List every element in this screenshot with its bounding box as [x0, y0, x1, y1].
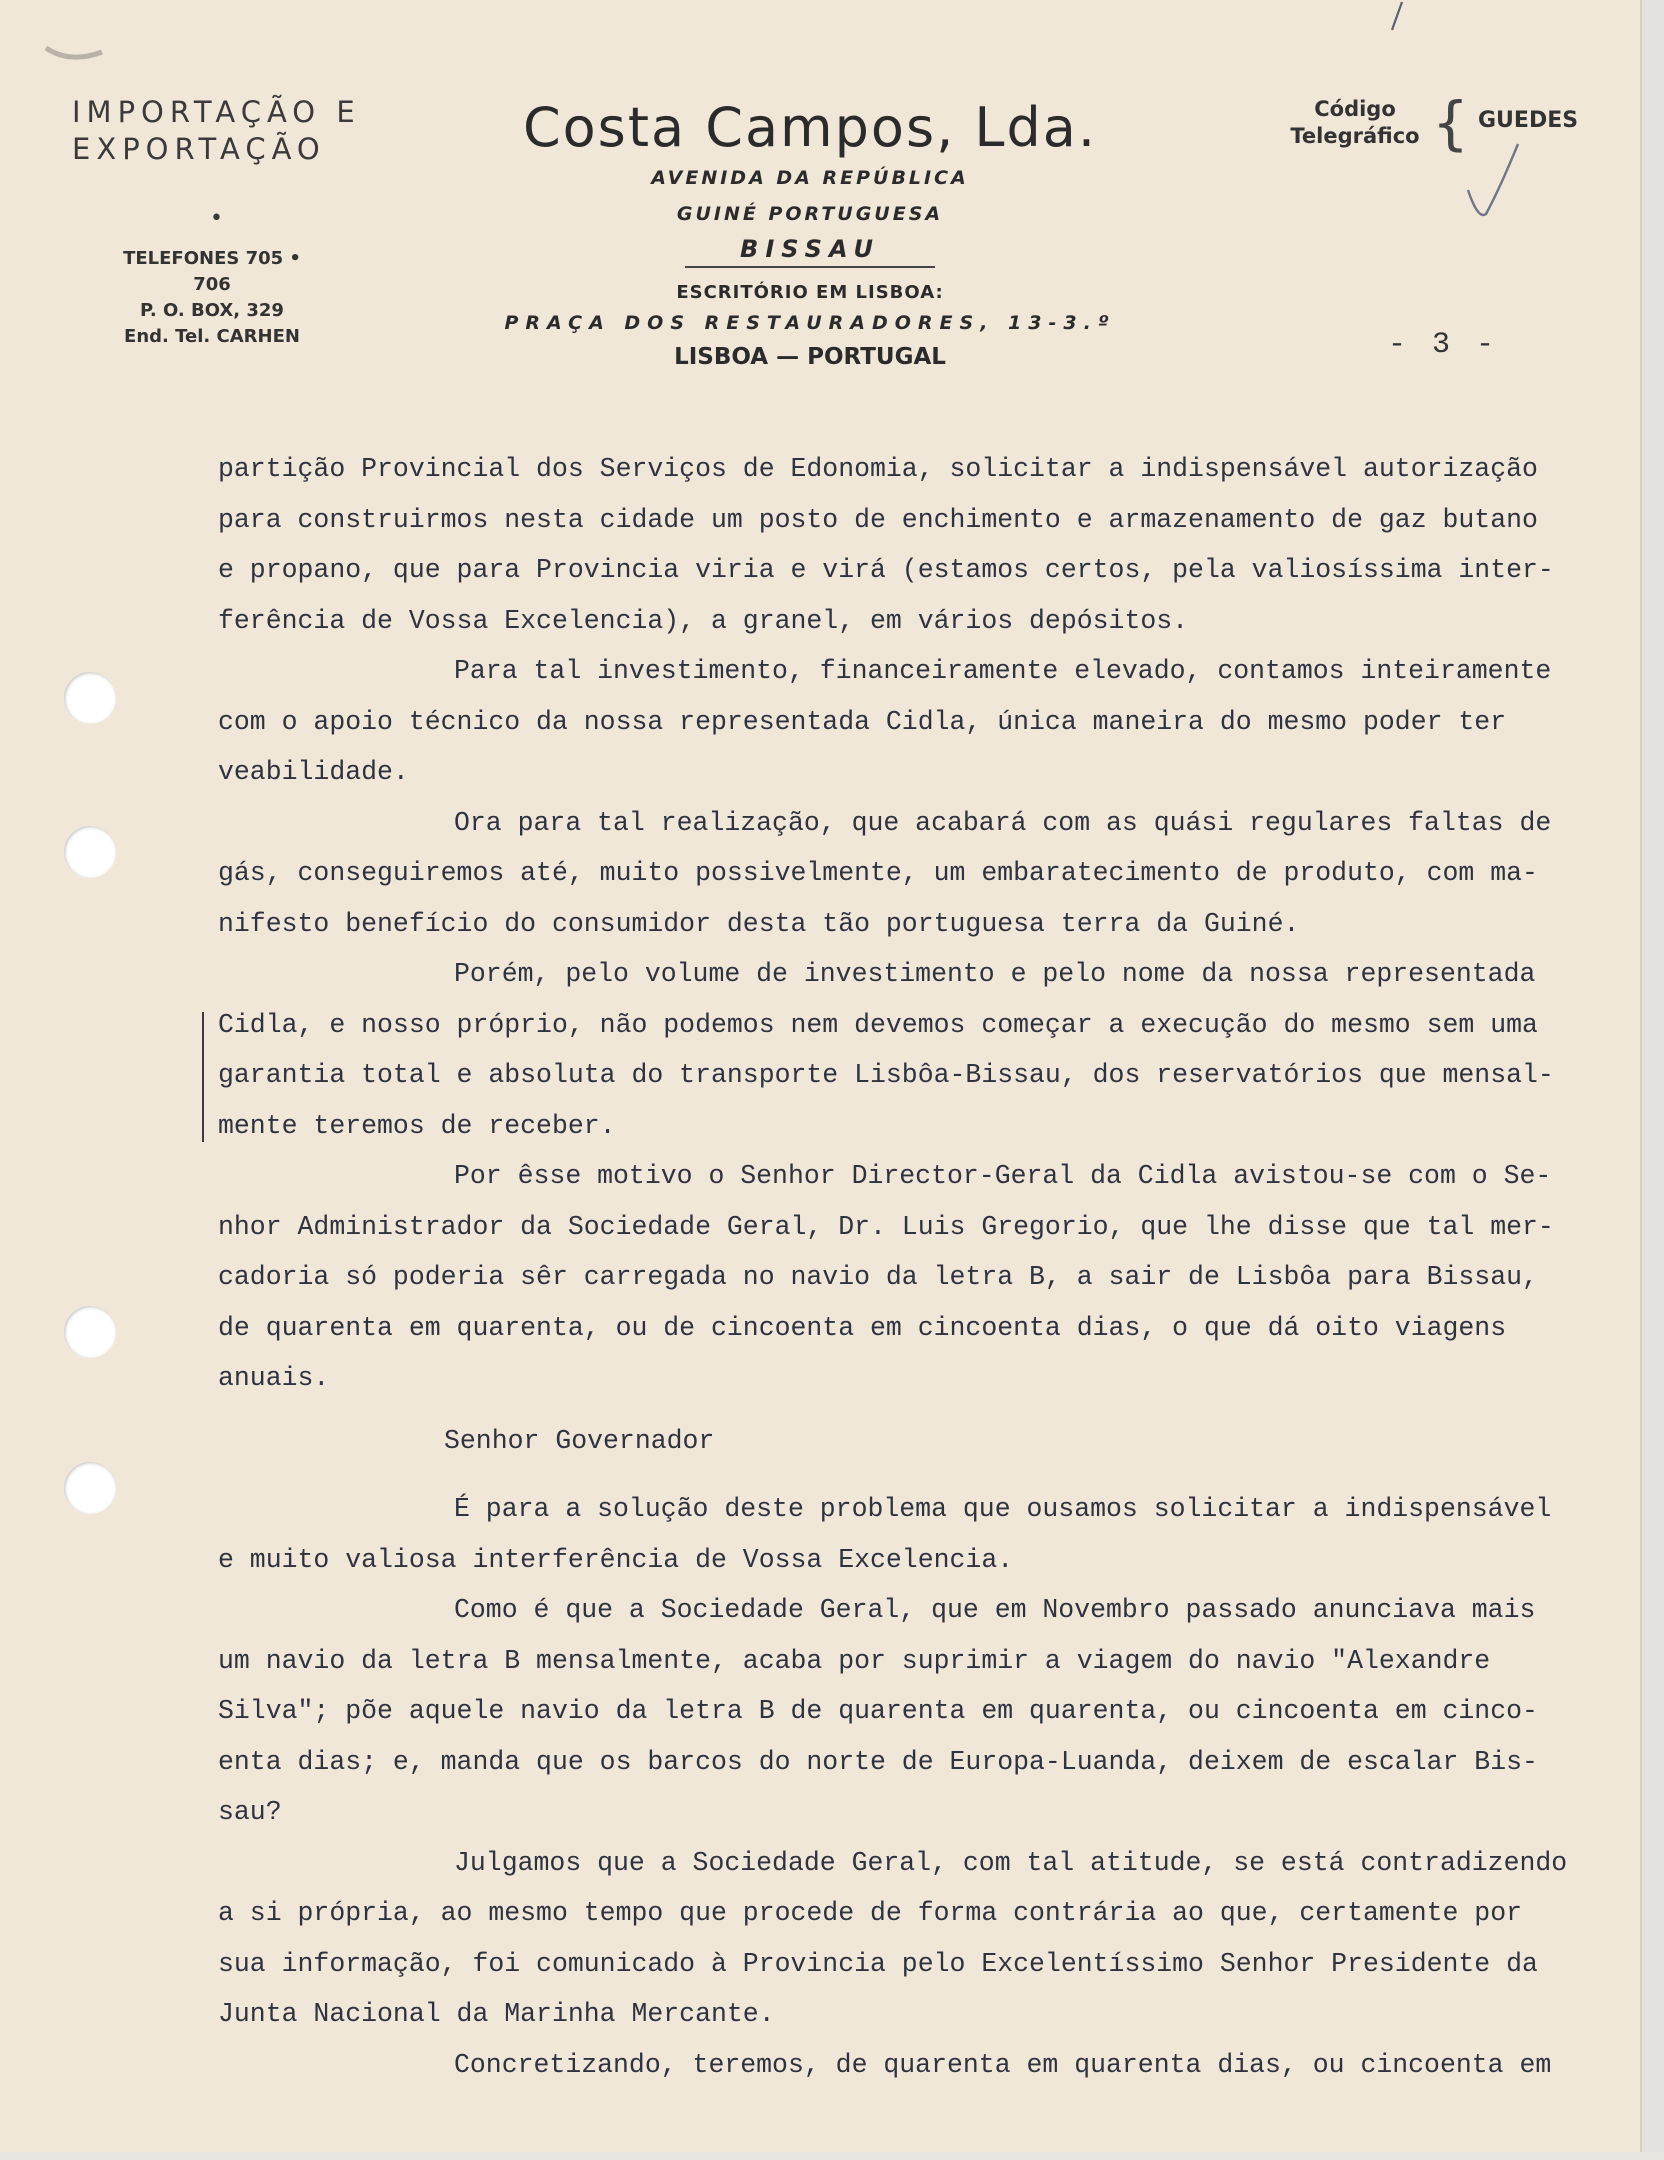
po-box: P. O. BOX, 329: [140, 300, 284, 321]
paragraph: [218, 798, 1628, 950]
margin-mark: [202, 1012, 204, 1142]
brace: {: [1432, 89, 1469, 157]
salutation: Senhor Governador: [444, 1425, 715, 1456]
paragraph: [218, 2040, 1628, 2091]
paper-edge: [1640, 0, 1664, 2160]
divider: [685, 266, 935, 268]
text-line: nifesto benefício do consumidor desta tão portuguesa terra da Guiné.: [218, 908, 1300, 939]
text-line: anuais.: [218, 1363, 330, 1393]
text-line: para construirmos nesta cidade um posto de enchimento e armazenamento de gaz butano: [218, 504, 1538, 535]
letterhead-left: [72, 94, 382, 347]
city: BISSAU: [740, 235, 880, 263]
text-line: gás, conseguiremos até, muito possivelmente, um embaratecimento de produto, com ma-: [218, 858, 1538, 888]
contact-block: [112, 246, 312, 350]
pen-tick-mark: [1380, 0, 1410, 36]
text-line: e propano, que para Provincia viria e virá (estamos certos, pela valiosíssima inter-: [218, 555, 1554, 585]
punch-hole: [64, 826, 116, 878]
country: GUINÉ PORTUGUESA: [676, 203, 944, 225]
text-line: Como é que a Sociedade Geral, que em Novembro passado anunciava mais: [454, 1595, 1536, 1625]
text-line: Por êsse motivo o Senhor Director-Geral da Cidla avistou-se com o Se-: [454, 1161, 1552, 1191]
punch-hole: [64, 1462, 116, 1514]
paragraph: [218, 949, 1628, 1151]
text-line: Junta Nacional da Marinha Mercante.: [218, 1999, 775, 2029]
letterhead-center: [500, 96, 1120, 376]
paragraph: [218, 444, 1628, 646]
paper-bottom-edge: [0, 2152, 1664, 2160]
business-type-line-2: EXPORTAÇÃO: [72, 132, 326, 166]
text-line: Silva"; põe aquele navio da letra B de quarenta em quarenta, ou cincoenta em cinco-: [218, 1696, 1538, 1726]
punch-hole: [64, 672, 116, 724]
text-line: Concretizando, teremos, de quarenta em quarenta dias, ou cincoenta em: [454, 2049, 1552, 2080]
letter-body: [218, 444, 1628, 2090]
page-number: - 3 -: [1388, 328, 1499, 362]
text-line: Cidla, e nosso próprio, não podemos nem devemos começar a execução do mesmo sem uma: [218, 1009, 1538, 1040]
telegraphic-code: [1290, 89, 1580, 157]
text-line: É para a solução deste problema que ousamos solicitar a indispensável: [454, 1494, 1552, 1524]
punch-hole: [64, 1306, 116, 1358]
text-line: ferência de Vossa Excelencia), a granel, em vários depósitos.: [218, 605, 1189, 636]
code-label: [1290, 96, 1420, 150]
text-line: Julgamos que a Sociedade Geral, com tal atitude, se está contradizendo: [454, 1847, 1568, 1878]
code-label-line-1: Código: [1314, 97, 1396, 121]
telegraphic-address: End. Tel. CARHEN: [124, 326, 300, 347]
text-line: sau?: [218, 1797, 282, 1827]
lisbon-office-label: ESCRITÓRIO EM LISBOA:: [676, 282, 944, 303]
phone-numbers: TELEFONES 705 • 706: [123, 248, 301, 295]
text-line: de quarenta em quarenta, ou de cincoenta em cincoenta dias, o que dá oito viagens: [218, 1312, 1507, 1343]
text-line: e muito valiosa interferência de Vossa Excelencia.: [218, 1544, 1014, 1575]
text-line: veabilidade.: [218, 757, 409, 787]
text-line: Ora para tal realização, que acabará com as quási regulares faltas de: [454, 807, 1552, 838]
paragraph: [218, 1585, 1628, 1838]
code-label-line-2: Telegráfico: [1290, 124, 1420, 148]
text-line: enta dias; e, manda que os barcos do norte de Europa-Luanda, deixem de escalar Bis-: [218, 1746, 1538, 1777]
text-line: partição Provincial dos Serviços de Edonomia, solicitar a indispensável autorização: [218, 454, 1538, 484]
corner-smudge: [40, 30, 120, 70]
paragraph: [218, 1151, 1628, 1404]
text-line: sua informação, foi comunicado à Provincia pelo Excelentíssimo Senhor Presidente da: [218, 1948, 1538, 1979]
text-line: Para tal investimento, financeiramente elevado, contamos inteiramente: [454, 656, 1552, 686]
business-type-line-1: IMPORTAÇÃO E: [72, 95, 361, 129]
street-address: AVENIDA DA REPÚBLICA: [651, 167, 969, 189]
text-line: um navio da letra B mensalmente, acaba por suprimir a viagem do navio "Alexandre: [218, 1645, 1491, 1676]
text-line: Porém, pelo volume de investimento e pelo nome da nossa representada: [454, 959, 1536, 989]
bullet-dot: •: [210, 206, 223, 231]
text-line: mente teremos de receber.: [218, 1110, 616, 1141]
text-line: nhor Administrador da Sociedade Geral, Dr. Luis Gregorio, que lhe disse que tal mer-: [218, 1211, 1554, 1242]
text-line: cadoria só poderia sêr carregada no navio da letra B, a sair de Lisbôa para Bissau,: [218, 1262, 1538, 1292]
paragraph: [218, 1838, 1628, 2040]
text-line: com o apoio técnico da nossa representada Cidla, única maneira do mesmo poder ter: [218, 706, 1507, 737]
paragraph: [218, 646, 1628, 798]
code-value: GUEDES: [1478, 108, 1579, 133]
paragraph: [218, 1484, 1628, 1585]
lisbon-address: PRAÇA DOS RESTAURADORES, 13-3.º: [504, 312, 1116, 334]
company-name: Costa Campos, Lda.: [522, 96, 1098, 159]
text-line: a si própria, ao mesmo tempo que procede de forma contrária ao que, certamente por: [218, 1898, 1523, 1928]
lisbon-city: LISBOA — PORTUGAL: [674, 344, 946, 370]
text-line: garantia total e absoluta do transporte Lisbôa-Bissau, dos reservatórios que mensal-: [218, 1060, 1554, 1090]
